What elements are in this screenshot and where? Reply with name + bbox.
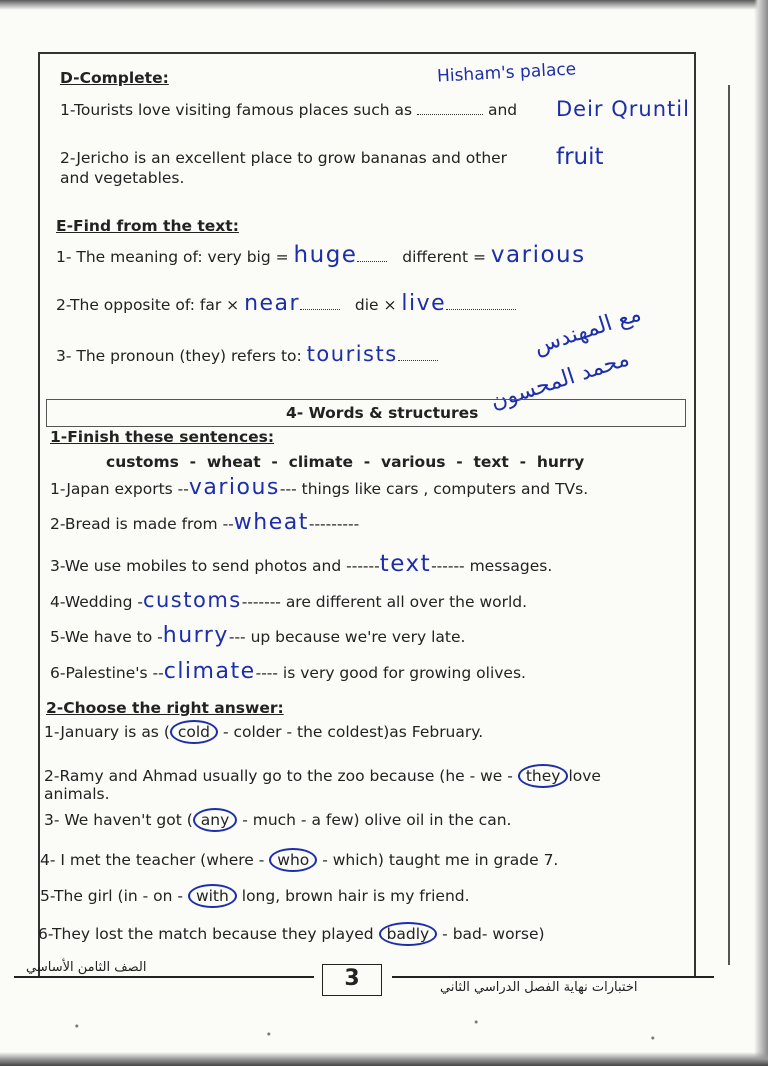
sentence-4-post: ------- are different all over the world.	[241, 593, 528, 611]
choice-4-pre: 4- I met the teacher (where -	[40, 851, 265, 869]
scan-edge-top	[0, 0, 768, 10]
sentence-5-pre: 5-We have to -	[50, 628, 163, 646]
question-e2-prefix: 2-The opposite of: far ×	[56, 296, 240, 314]
circled-answer-who: who	[269, 848, 317, 872]
question-e2-mid: die ×	[354, 296, 397, 314]
question-e1-prefix: 1- The meaning of: very big =	[56, 248, 289, 266]
handwritten-answer-climate: climate	[163, 659, 256, 684]
sentence-6-pre: 6-Palestine's --	[50, 664, 164, 682]
choice-4	[40, 850, 558, 870]
part2-title: 2-Choose the right answer:	[46, 699, 284, 717]
footer-rule-left	[14, 976, 314, 978]
sentence-5-post: --- up because we're very late.	[228, 628, 466, 646]
circled-answer-with: with	[188, 884, 237, 908]
circled-answer-they: they	[518, 764, 569, 788]
handwritten-answer-customs: customs	[142, 588, 242, 612]
choice-1-rest: - colder - the coldest)as February.	[222, 723, 484, 741]
footer-rule-right	[392, 976, 714, 978]
handwritten-answer-hishams-palace: Hisham's palace	[436, 59, 577, 87]
part1-title: 1-Finish these sentences:	[50, 428, 275, 446]
circled-answer-cold: cold	[170, 720, 218, 744]
scan-edge-bottom	[0, 1052, 768, 1066]
sentence-3	[50, 551, 553, 577]
handwritten-answer-live: live	[401, 291, 447, 316]
handwritten-answer-wheat: wheat	[233, 510, 309, 535]
choice-2-pre: 2-Ramy and Ahmad usually go to the zoo because (he - we -	[44, 767, 513, 785]
blank-line	[398, 360, 438, 361]
choice-6-pre: 6-They lost the match because they played	[38, 925, 374, 943]
scan-edge-right	[754, 0, 768, 1066]
sentence-6	[50, 659, 526, 684]
question-d1	[60, 100, 517, 120]
blank-line	[357, 261, 387, 262]
question-d1-and: and	[487, 101, 518, 119]
question-e1	[56, 242, 586, 268]
section-4-title: 4- Words & structures	[286, 404, 479, 422]
scan-noise	[0, 1010, 768, 1050]
choice-6	[38, 924, 545, 944]
question-d2-text: 2-Jericho is an excellent place to grow bananas and other	[60, 149, 508, 167]
word-bank: customs - wheat - climate - various - text - hurry	[106, 453, 585, 471]
handwritten-answer-text: text	[379, 551, 432, 577]
blank-line	[417, 114, 483, 115]
handwritten-answer-tourists: tourists	[306, 342, 398, 366]
handwritten-arabic-note-line2: محمد المحسون	[487, 346, 633, 415]
handwritten-answer-huge: huge	[293, 242, 358, 268]
question-e3-prefix: 3- The pronoun (they) refers to:	[56, 347, 302, 365]
handwritten-answer-various: various	[188, 475, 280, 500]
footer-exam-label: اختبارات نهاية الفصل الدراسي الثاني	[440, 980, 638, 995]
section-d-title: D-Complete:	[60, 69, 169, 87]
blank-line	[300, 309, 340, 310]
sentence-4	[50, 590, 527, 612]
question-e2	[56, 291, 516, 316]
sentence-3-pre: 3-We use mobiles to send photos and ------	[50, 557, 380, 575]
sentence-2-post: ---------	[308, 515, 360, 533]
choice-3-rest: - much - a few) olive oil in the can.	[242, 811, 512, 829]
circled-answer-badly: badly	[379, 922, 438, 946]
choice-3	[44, 810, 511, 830]
page-number: 3	[322, 964, 382, 996]
circled-answer-any: any	[193, 808, 238, 832]
sentence-6-post: ---- is very good for growing olives.	[255, 664, 526, 682]
sentence-1-pre: 1-Japan exports --	[50, 480, 189, 498]
choice-2-continuation: animals.	[44, 785, 110, 803]
sentence-2-pre: 2-Bread is made from --	[50, 515, 234, 533]
question-d1-text: 1-Tourists love visiting famous places such as	[60, 101, 413, 119]
choice-4-rest: - which) taught me in grade 7.	[322, 851, 559, 869]
sentence-2	[50, 510, 360, 535]
section-e-title: E-Find from the text:	[56, 217, 239, 235]
handwritten-answer-fruit: fruit	[556, 144, 604, 170]
choice-6-rest: - bad- worse)	[442, 925, 545, 943]
sentence-1-post: --- things like cars , computers and TVs.	[279, 480, 589, 498]
handwritten-answer-deir-qruntil: Deir Qruntil	[556, 97, 690, 121]
handwritten-arabic-note-line1: مع المهندس	[530, 301, 645, 360]
handwritten-answer-near: near	[244, 291, 301, 316]
sentence-3-post: ------ messages.	[431, 557, 553, 575]
blank-line	[446, 309, 516, 310]
choice-2-rest: love	[568, 767, 601, 785]
choice-5-rest: long, brown hair is my friend.	[241, 887, 470, 905]
choice-3-pre: 3- We haven't got (	[44, 811, 193, 829]
handwritten-answer-hurry: hurry	[162, 623, 229, 648]
margin-line	[728, 85, 730, 965]
handwritten-answer-various: various	[490, 242, 586, 268]
question-d2-continuation: and vegetables.	[60, 169, 185, 187]
choice-5-pre: 5-The girl (in - on -	[40, 887, 183, 905]
sentence-1	[50, 475, 589, 500]
question-e3	[56, 344, 438, 366]
sentence-4-pre: 4-Wedding -	[50, 593, 143, 611]
question-d2	[60, 148, 507, 168]
choice-1	[44, 722, 483, 742]
question-e1-mid: different =	[402, 248, 486, 266]
choice-2	[44, 766, 601, 786]
footer-grade-label: الصف الثامن الأساسي	[26, 960, 147, 975]
choice-5	[40, 886, 470, 906]
sentence-5	[50, 623, 466, 648]
choice-1-pre: 1-January is as (	[44, 723, 170, 741]
